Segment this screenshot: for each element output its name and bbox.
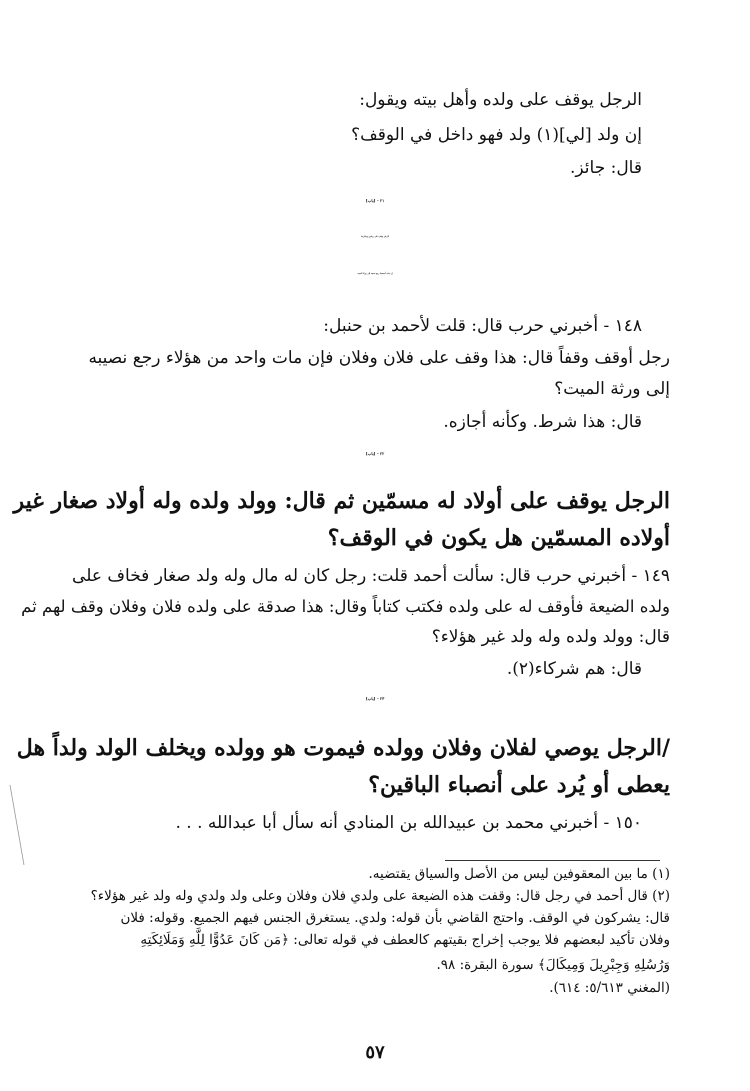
intro-line: إن ولد [لي](١) ولد فهو داخل في الوقف؟	[351, 125, 642, 145]
hadith-text: إلى ورثة الميت؟	[554, 379, 670, 399]
hadith-text: ١٥٠ - أخبرني محمد بن عبيدالله بن المنادي أنه سأل أبا عبدالله . . .	[175, 813, 642, 833]
bab-title: ٢٢ - [باب]	[365, 451, 385, 456]
hadith-text: رجل أوقف وقفاً قال: هذا وقف على فلان وفلان فإن مات واحد من هؤلاء رجع نصيبه	[88, 348, 670, 368]
footnote: وفلان تأكيد لبعضهم فلا يوجب إخراج بقيتهم كالعطف في قوله تعالى: ﴿مَن كَانَ عَدُوًّا لِلَّهِ وَمَلَائِكَتِهِ	[140, 932, 670, 948]
bab-title: ٢٣ - [باب]	[365, 696, 385, 701]
footnote: (٢) قال أحمد في رجل قال: وقفت هذه الضيعة على ولدي فلان وفلان وعلى ولد ولدي وله ولد غير هؤلاء؟	[90, 888, 670, 904]
hadith-text: قال: وولد ولده وله ولد غير هؤلاء؟	[431, 627, 670, 647]
section-heading: الرجل يوقف على أولاد له مسمّين ثم قال: وولد ولده وله أولاد صغار غير	[13, 488, 670, 514]
scan-edge-mark	[8, 785, 26, 865]
section-heading: أولاده المسمّين هل يكون في الوقف؟	[327, 525, 670, 551]
section-heading: الرجل يوقف على رجلين ويشترط	[361, 236, 389, 238]
footnote: (المغني ٥/٦١٣: ٦١٤).	[549, 980, 670, 996]
section-heading: يعطى أو يُرد على أنصباء الباقين؟	[368, 772, 670, 798]
footnote-separator	[445, 860, 660, 861]
intro-line: قال: جائز.	[570, 158, 642, 178]
hadith-text: ١٤٩ - أخبرني حرب قال: سألت أحمد قلت: رجل كان له مال وله ولد صغار فخاف على	[72, 566, 670, 586]
hadith-text: قال: هذا شرط. وكأنه أجازه.	[443, 412, 642, 432]
bab-title: ٢١ - [باب]	[365, 198, 385, 203]
footnote: وَرُسُلِهِ وَجِبْرِيلَ وَمِيكَالَ﴾ سورة البقرة: ٩٨.	[436, 957, 670, 973]
section-heading: إن مات أحدهما رجع نصيبه إلى ورثة الميت	[357, 273, 393, 275]
hadith-text: ولده الضيعة فأوقف له على ولده فكتب كتاباً وقال: هذا صدقة على ولده فلان وفلان وقف لهم ثم	[21, 597, 670, 616]
section-heading: /الرجل يوصي لفلان وفلان وولده فيموت هو وولده ويخلف الولد ولداً هل	[16, 735, 670, 761]
hadith-text: ١٤٨ - أخبرني حرب قال: قلت لأحمد بن حنبل:	[323, 316, 642, 336]
page-number: ٥٧	[365, 1042, 385, 1063]
footnote: (١) ما بين المعقوفين ليس من الأصل والسياق يقتضيه.	[368, 866, 670, 882]
intro-line: الرجل يوقف على ولده وأهل بيته ويقول:	[359, 90, 642, 110]
footnote: قال: يشركون في الوقف. واحتج القاضي بأن قوله: ولدي. يستغرق الجنس فيهم الجميع. وقوله: فلان	[120, 910, 670, 926]
hadith-text: قال: هم شركاء(٢).	[506, 659, 642, 679]
